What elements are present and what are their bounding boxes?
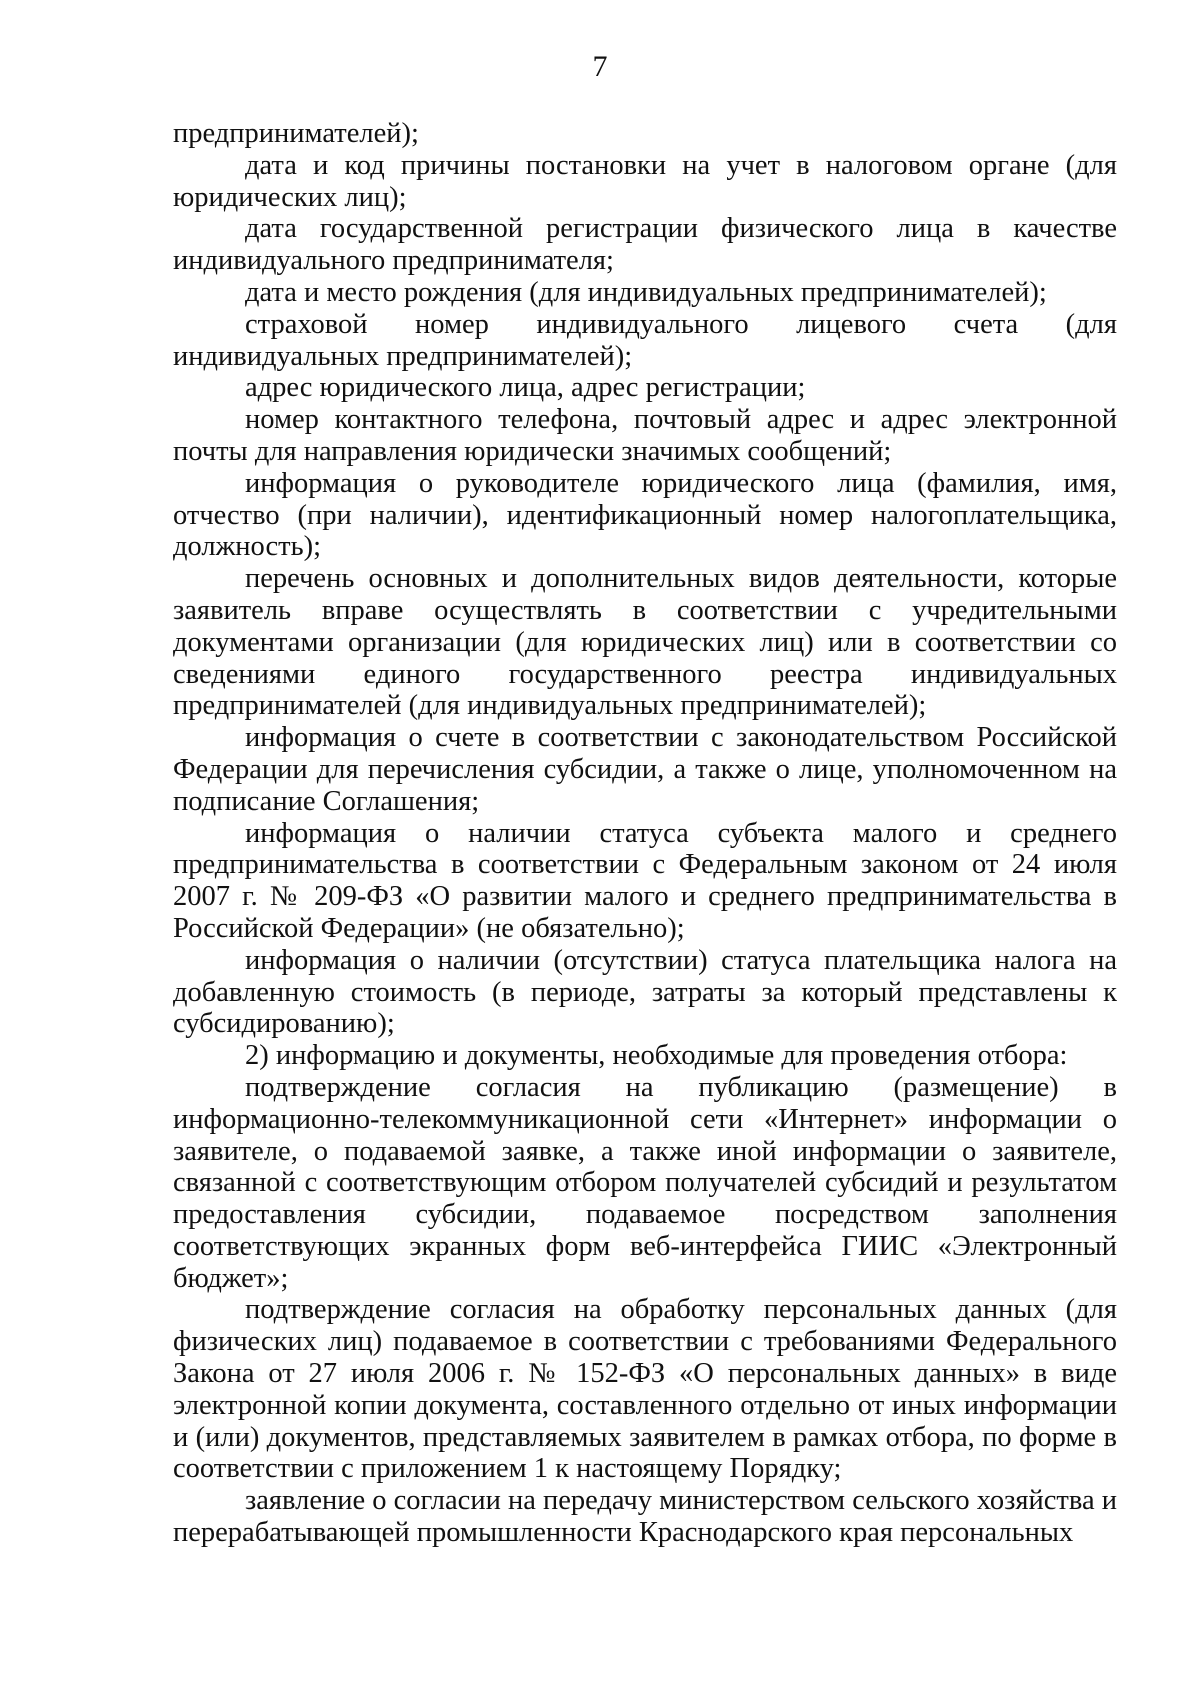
paragraph: дата и код причины постановки на учет в налоговом органе (для юридических лиц); (173, 149, 1117, 213)
paragraph: страховой номер индивидуального лицевого счета (для индивидуальных предпринимателей); (173, 308, 1117, 372)
document-body (173, 118, 1117, 1549)
paragraph: дата государственной регистрации физического лица в качестве индивидуального предпринимателя; (173, 213, 1117, 277)
paragraph: адрес юридического лица, адрес регистрации; (245, 372, 806, 404)
paragraph: информация о руководителе юридического лица (фамилия, имя, отчество (при наличии), идентификационный номер налогоплательщика, должность); (173, 467, 1117, 563)
paragraph: информация о наличии статуса субъекта малого и среднего предпринимательства в соответствии с Федеральным законом от 24 июля 2007 г. № 209-ФЗ «О развитии малого и среднего предпринимательства в Российской Федерации» (не обязательно); (173, 817, 1117, 944)
paragraph: подтверждение согласия на публикацию (размещение) в информационно-телекоммуникационной сети «Интернет» информации о заявителе, о подаваемой заявке, а также иной информации о заявителе, связанной с соответствующим отбором получателей субсидий и результатом предоставления субсидии, подаваемое посредством заполнения соответствующих экранных форм веб-интерфейса ГИИС «Электронный бюджет»; (173, 1071, 1117, 1294)
paragraph: предпринимателей); (173, 118, 419, 149)
paragraph: заявление о согласии на передачу министерством сельского хозяйства и перерабатывающей промышленности Краснодарского края персональных (173, 1485, 1117, 1549)
paragraph: информация о счете в соответствии с законодательством Российской Федерации для перечисления субсидии, а также о лице, уполномоченном на подписание Соглашения; (173, 722, 1117, 817)
paragraph: подтверждение согласия на обработку персональных данных (для физических лиц) подаваемое в соответствии с требованиями Федерального Закона от 27 июля 2006 г. № 152-ФЗ «О персональных данных» в виде электронной копии документа, составленного отдельно от иных информации и (или) документов, представляемых заявителем в рамках отбора, по форме в соответствии с приложением 1 к настоящему Порядку; (173, 1294, 1117, 1485)
paragraph: перечень основных и дополнительных видов деятельности, которые заявитель вправе осуществлять в соответствии с учредительными документами организации (для юридических лиц) или в соответствии со сведениями единого государственного реестра индивидуальных предпринимателей (для индивидуальных предпринимателей); (173, 563, 1117, 722)
paragraph: информация о наличии (отсутствии) статуса плательщика налога на добавленную стоимость (в периоде, затраты за который представлены к субсидированию); (173, 944, 1117, 1040)
paragraph: номер контактного телефона, почтовый адрес и адрес электронной почты для направления юридически значимых сообщений; (173, 404, 1117, 467)
paragraph: 2) информацию и документы, необходимые для проведения отбора: (245, 1040, 1068, 1072)
paragraph: дата и место рождения (для индивидуальных предпринимателей); (245, 276, 1047, 308)
page-number: 7 (592, 50, 608, 83)
